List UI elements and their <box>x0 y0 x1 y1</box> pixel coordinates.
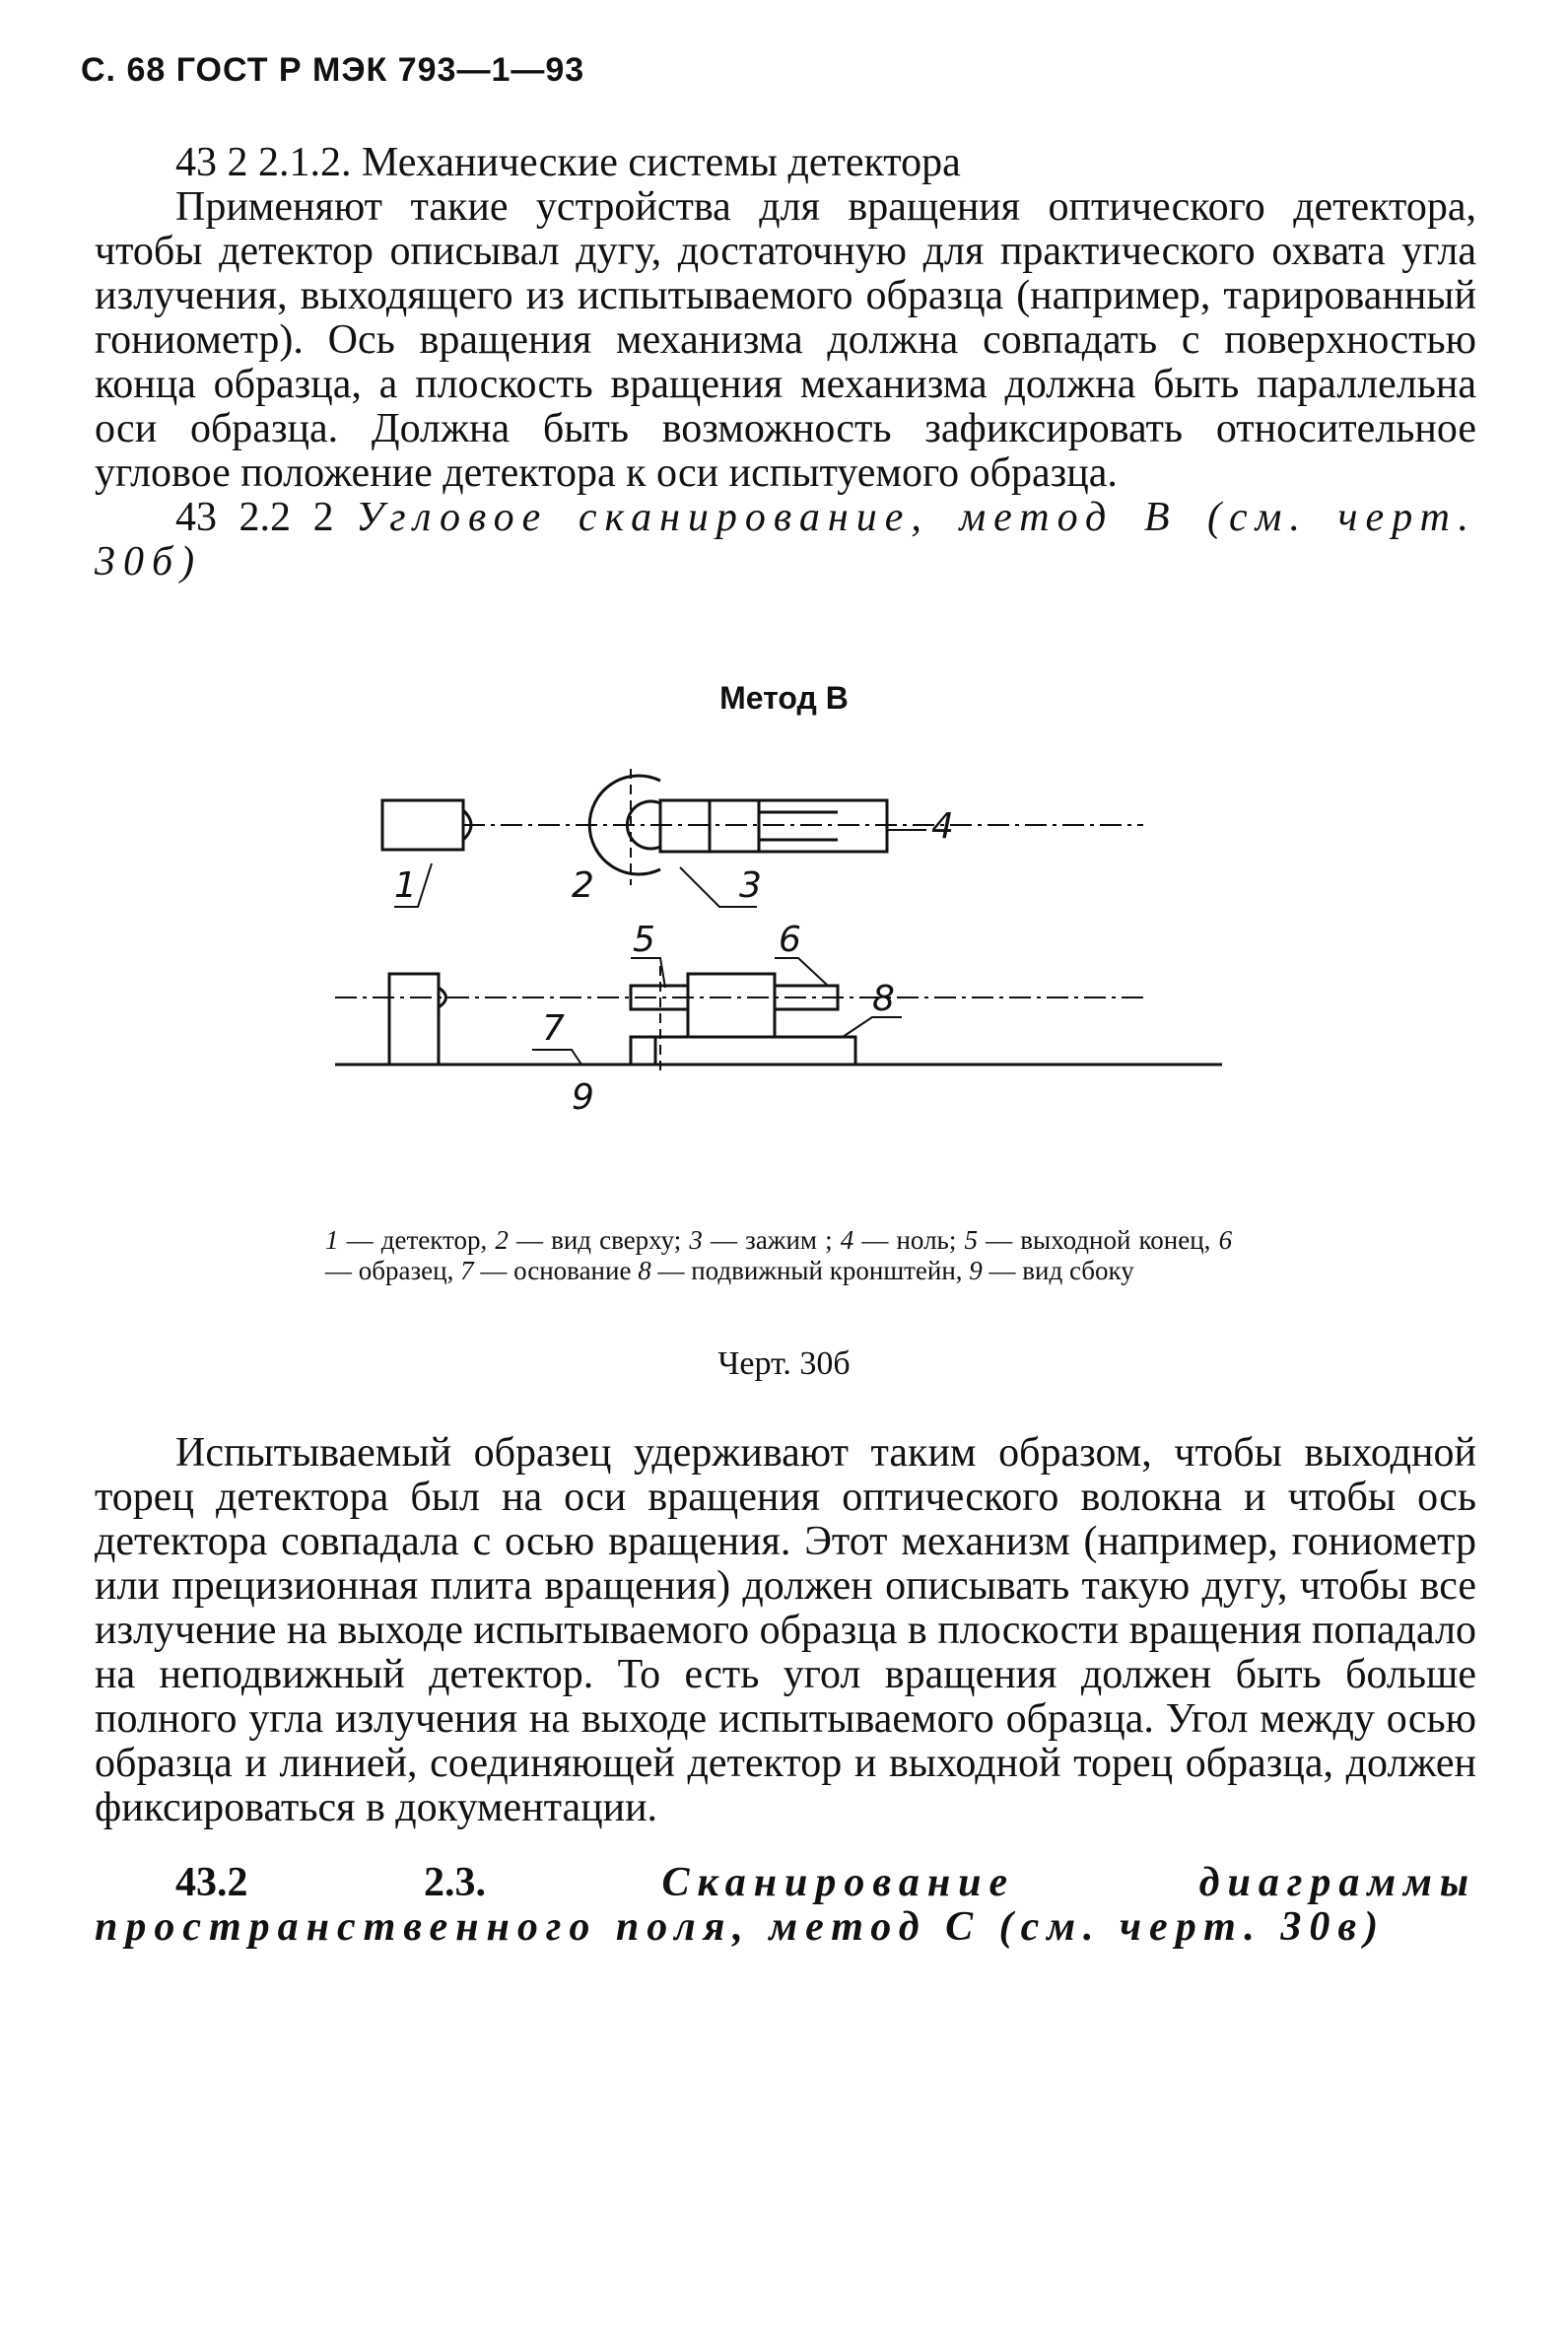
fig-label-7: 7 <box>542 1008 565 1049</box>
legend-text: — образец, <box>325 1256 461 1285</box>
legend-number: 9 <box>969 1256 989 1285</box>
legend-number: 4 <box>840 1225 862 1255</box>
figure-caption: Черт. 30б <box>717 1345 851 1382</box>
method-b-drawing <box>335 759 1222 1193</box>
paragraph-2 <box>95 1431 1476 1830</box>
legend-text: — выходной конец, <box>986 1225 1219 1255</box>
section-2-title: Угловое сканирование, метод В (см. черт. 30б) <box>95 495 1476 584</box>
section-1-body: Применяют такие устройства для вращения оптического детектора, чтобы детектор описывал дугу, достаточную для практического охвата угла излучения, выходящего из испытываемого образца (например, тарированный гониометр). Ось вращения механизма должна совпадать с поверхностью конца образца, а плоскость вращения механизма должна быть параллельна оси образца. Должна быть возможность зафиксировать относительное угловое положение детектора к оси испытуемого образца. <box>95 184 1476 496</box>
legend-text: — вид сбоку <box>989 1256 1134 1285</box>
fig-label-8: 8 <box>872 979 895 1019</box>
fig-label-2: 2 <box>572 865 594 906</box>
figure-legend <box>325 1225 1232 1286</box>
page-header: С. 68 ГОСТ Р МЭК 793—1—93 <box>81 51 585 89</box>
side-view <box>335 958 1222 1074</box>
legend-text: — детектор, <box>346 1225 496 1255</box>
legend-number: 7 <box>460 1256 481 1285</box>
section-3-number: 43.2 2.3. <box>175 1860 486 1905</box>
fig-label-1: 1 <box>394 865 417 906</box>
figure-title: Метод В <box>719 680 849 716</box>
section-3-title: Сканирование диаграммы пространственного поля, метод С (см. черт. 30в) <box>95 1860 1477 1950</box>
fig-label-6: 6 <box>779 920 801 960</box>
legend-number: 5 <box>964 1225 987 1255</box>
section-1-title: 43 2 2.1.2. Механические системы детектора <box>175 140 961 185</box>
legend-number: 2 <box>495 1225 516 1255</box>
legend-number: 8 <box>638 1256 658 1285</box>
legend-text: — вид сверху; <box>515 1225 690 1255</box>
legend-text: — основание <box>480 1256 639 1285</box>
section-3 <box>95 1861 1476 1950</box>
fig-label-5: 5 <box>633 920 655 960</box>
legend-text: — ноль; <box>861 1225 965 1255</box>
fig-label-3: 3 <box>739 865 762 906</box>
fig-label-9: 9 <box>572 1077 594 1118</box>
section-3-heading <box>95 1861 1476 1950</box>
section-1 <box>95 141 1476 584</box>
legend-text: — зажим ; <box>711 1225 841 1255</box>
section-2-number: 43 2.2 2 <box>175 495 334 540</box>
top-view-detector <box>382 800 471 850</box>
legend-number: 1 <box>325 1225 347 1255</box>
legend-number: 3 <box>689 1225 712 1255</box>
section-2-heading <box>95 496 1476 584</box>
legend-text: — подвижный кронштейн, <box>657 1256 970 1285</box>
fig-label-4: 4 <box>931 806 954 847</box>
legend-number: 6 <box>1218 1225 1233 1255</box>
paragraph-2-text: Испытываемый образец удерживают таким образом, чтобы выходной торец детектора был на оси вращения оптического волокна и чтобы ось детектора совпадала с осью вращения. Этот механизм (например, гониометр или прецизионная плита вращения) должен описывать такую дугу, чтобы все излучение на выходе испытываемого образца в плоскости вращения попадало на неподвижный детектор. То есть угол вращения должен быть больше полного угла излучения на выходе испытываемого образца. Угол между осью образца и линией, соединяющей детектор и выходной торец образца, должен фиксироваться в документации. <box>95 1430 1476 1830</box>
